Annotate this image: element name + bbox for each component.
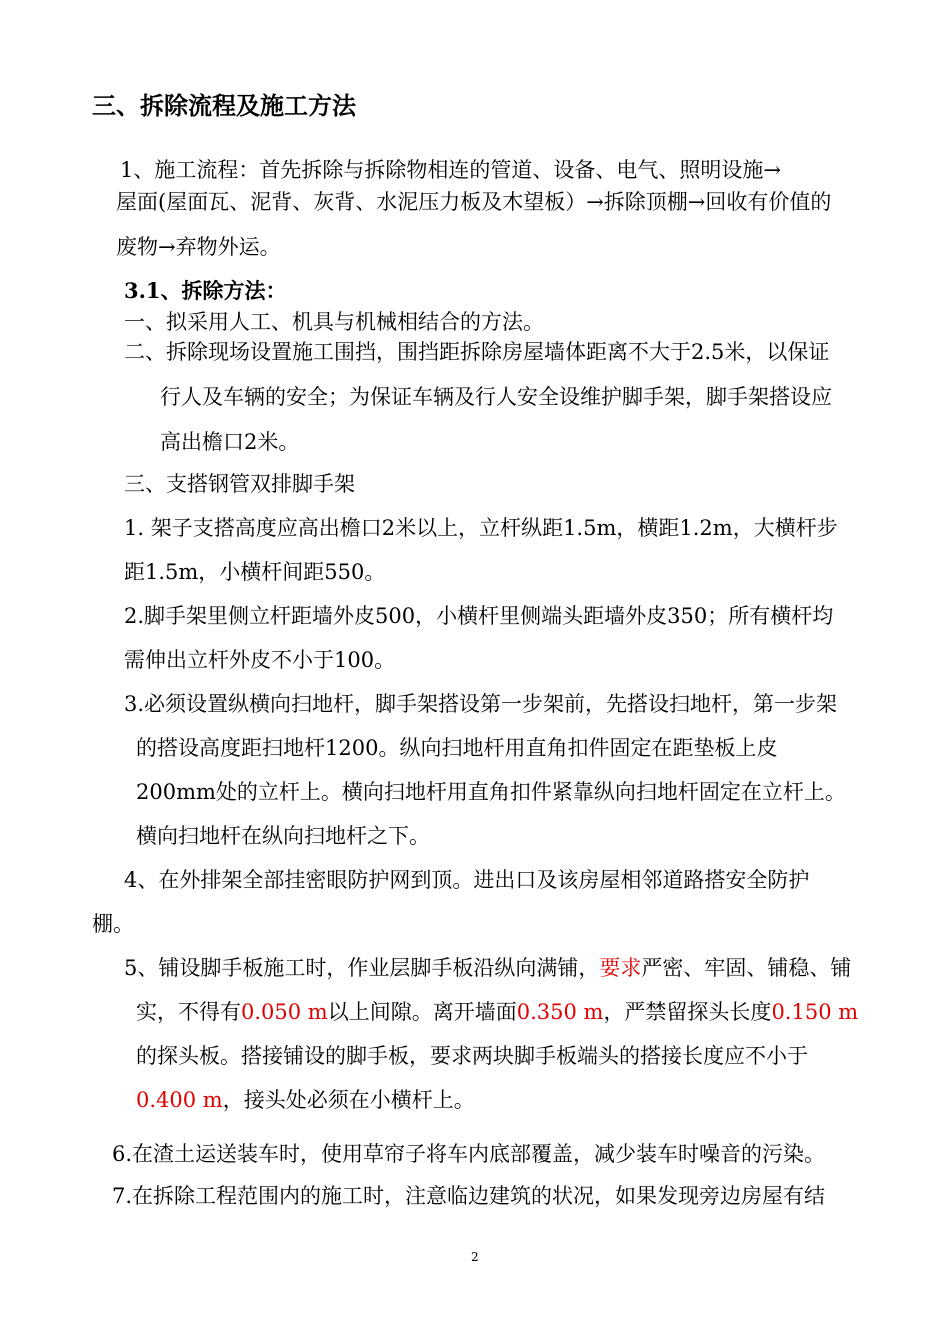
sub-item-line: 横向扫地杆在纵向扫地杆之下。	[136, 824, 430, 848]
paragraph-line: 屋面(屋面瓦、泥背、灰背、水泥压力板及木望板）→拆除顶棚→回收有价值的	[116, 190, 832, 214]
text-run: ，严禁留探头长度	[603, 1000, 772, 1024]
list-item-line: 高出檐口2米。	[160, 430, 300, 454]
highlight-text: 0.400 m	[136, 1088, 223, 1112]
sub-item-line: 3.必须设置纵横向扫地杆，脚手架搭设第一步架前，先搭设扫地杆，第一步架	[124, 692, 838, 716]
list-item: 三、支搭钢管双排脚手架	[124, 472, 355, 496]
list-item-line: 二、拆除现场设置施工围挡，围挡距拆除房屋墙体距离不大于2.5米，以保证	[124, 340, 830, 364]
highlight-text: 0.350 m	[516, 1000, 604, 1024]
sub-item-line: 1. 架子支搭高度应高出檐口2米以上，立杆纵距1.5m，横距1.2m，大横杆步	[124, 516, 838, 540]
sub-item-line	[124, 954, 851, 982]
text-run: 5、铺设脚手板施工时，作业层脚手板沿纵向满铺，	[124, 956, 600, 980]
text-run: 以上间隙。离开墙面	[327, 1000, 517, 1024]
text-run: 实，不得有	[136, 1000, 241, 1024]
sub-item-line: 2.脚手架里侧立杆距墙外皮500，小横杆里侧端头距墙外皮350；所有横杆均	[124, 604, 834, 628]
sub-item-line: 7.在拆除工程范围内的施工时，注意临边建筑的状况，如果发现旁边房屋有结	[112, 1184, 826, 1208]
sub-item-line: 4、在外排架全部挂密眼防护网到顶。进出口及该房屋相邻道路搭安全防护	[124, 868, 810, 892]
highlight-text: 0.050 m	[241, 1000, 328, 1024]
sub-item-line: 需伸出立杆外皮不小于100。	[124, 648, 396, 672]
sub-item-line: 200mm处的立杆上。横向扫地杆用直角扣件紧靠纵向扫地杆固定在立杆上。	[136, 780, 846, 804]
sub-item-line: 距1.5m，小横杆间距550。	[124, 560, 386, 584]
text-run: 严密、牢固、铺稳、铺	[641, 956, 852, 980]
list-item-line: 行人及车辆的安全；为保证车辆及行人安全设维护脚手架，脚手架搭设应	[160, 385, 832, 409]
list-item: 一、拟采用人工、机具与机械相结合的方法。	[124, 310, 544, 334]
subsection-heading: 3.1、拆除方法：	[124, 278, 287, 303]
highlight-text: 0.150 m	[771, 1000, 859, 1024]
sub-item-line	[136, 1086, 475, 1114]
sub-item-line: 的搭设高度距扫地杆1200。纵向扫地杆用直角扣件固定在距垫板上皮	[136, 736, 778, 760]
section-heading: 三、拆除流程及施工方法	[92, 92, 356, 120]
highlight-text: 要求	[599, 956, 642, 980]
page-number: 2	[471, 1250, 479, 1264]
sub-item-line: 6.在渣土运送装车时，使用草帘子将车内底部覆盖，减少装车时噪音的污染。	[112, 1142, 826, 1166]
text-run: ，接头处必须在小横杆上。	[222, 1088, 475, 1112]
paragraph-line: 1、施工流程：首先拆除与拆除物相连的管道、设备、电气、照明设施→	[120, 158, 781, 182]
sub-item-line	[136, 998, 858, 1026]
paragraph-line: 废物→弃物外运。	[116, 235, 281, 259]
sub-item-line: 的探头板。搭接铺设的脚手板，要求两块脚手板端头的搭接长度应不小于	[136, 1044, 808, 1068]
sub-item-line: 棚。	[92, 912, 134, 936]
